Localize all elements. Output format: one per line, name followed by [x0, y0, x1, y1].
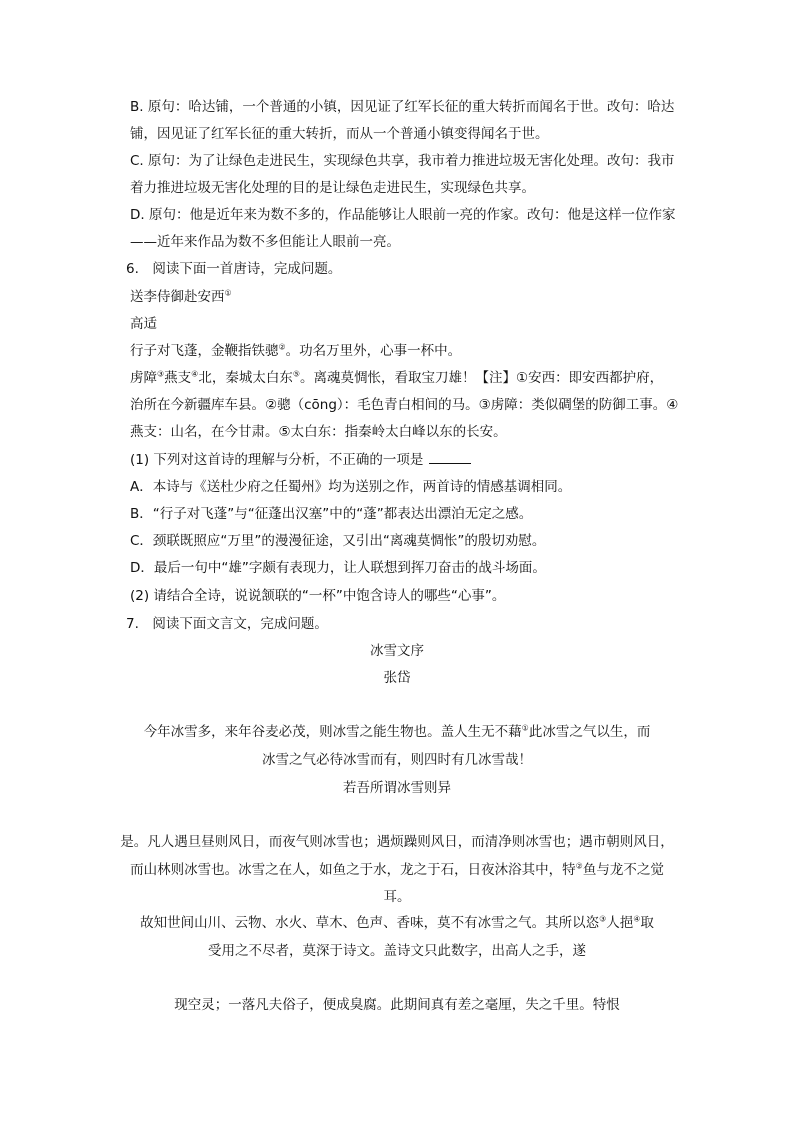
q6-option-c: C．颈联既照应“万里”的漫漫征途，又引出“离魂莫惆怅”的殷切劝慰。 — [130, 533, 546, 549]
poem-text: 燕支 — [164, 370, 192, 386]
passage-p3-line1 — [0, 913, 794, 933]
poem-title-text: 送李侍御赴安西 — [130, 289, 225, 305]
footnote-mark: ④ — [191, 369, 199, 379]
passage-text: 此冰雪之气以生，而 — [528, 724, 651, 740]
q5-option-b-line2: 铺，因见证了红军长征的重大转折，而从一个普通小镇变得闻名于世。 — [130, 126, 549, 142]
q6-sub1 — [130, 450, 690, 470]
poem-text: 行子对飞蓬，金鞭指铁骢 — [130, 343, 279, 359]
q6-option-b: B．“行子对飞蓬”与“征蓬出汉塞”中的“蓬”都表达出漂泊无定之感。 — [130, 506, 533, 522]
poem-text: 。功名万里外，心事一杯中。 — [285, 343, 462, 359]
passage-text: 今年冰雪多，来年谷麦必茂，则冰雪之能生物也。盖人生无不藉 — [143, 724, 522, 740]
q7-heading: 7. 阅读下面文言文，完成问题。 — [126, 616, 328, 632]
passage-text: 而山林则冰雪也。冰雪之在人，如鱼之于水，龙之于石，日夜沐浴其中，特 — [130, 862, 576, 878]
footnote-mark: ② — [575, 861, 583, 871]
footnote-mark: ② — [278, 342, 286, 352]
poem-line-1 — [130, 341, 690, 361]
poem-text: 虏障 — [130, 370, 157, 386]
q5-option-d-line1: D. 原句：他是近年来为数不多的，作品能够让人眼前一亮的作家。改句：他是这样一位作家 — [130, 207, 676, 223]
passage-p1-line3: 若吾所谓冰雪则异 — [343, 780, 451, 796]
passage-text: 取 — [640, 915, 654, 931]
footnote-mark: ③ — [599, 914, 607, 924]
footnote-mark: ① — [224, 288, 232, 298]
poem-text: 。离魂莫惆怅，看取宝刀雄！【注】①安西：即安西都护府， — [300, 370, 664, 386]
answer-blank — [429, 451, 471, 464]
passage-p4-line1: 现空灵；一落凡夫俗子，便成臭腐。此期间真有差之毫厘，失之千里。特恨 — [174, 997, 620, 1013]
poem-line-2 — [130, 368, 690, 388]
footnote-mark: ① — [521, 723, 529, 733]
footnote-mark: ④ — [633, 914, 641, 924]
q5-option-b-line1: B. 原句：哈达铺，一个普通的小镇，因见证了红军长征的重大转折而闻名于世。改句：哈达 — [130, 99, 675, 115]
passage-p1-line1 — [0, 722, 794, 742]
poem-title — [130, 287, 690, 307]
passage-p2-line2 — [0, 860, 794, 880]
q6-option-a: A．本诗与《送杜少府之任蜀州》均为送别之作，两首诗的情感基调相同。 — [130, 479, 572, 495]
q5-option-c-line2: 着力推进垃圾无害化处理的目的是让绿色走进民生，实现绿色共享。 — [130, 180, 535, 196]
poem-author: 高适 — [130, 316, 157, 332]
poem-note-line-3: 燕支：山名，在今甘肃。⑤太白东：指秦岭太白峰以东的长安。 — [130, 424, 507, 440]
poem-note-line-2: 治所在今新疆库车县。②骢（cōng）：毛色青白相间的马。③虏障：类似碉堡的防御工事。④ — [130, 397, 679, 413]
footnote-mark: ③ — [157, 369, 165, 379]
poem-text: 北，秦城太白东 — [198, 370, 293, 386]
passage-title: 冰雪文序 — [370, 643, 424, 659]
passage-text: 鱼与龙不之觉 — [582, 862, 664, 878]
passage-text: 人挹 — [606, 915, 634, 931]
q5-option-d-line2: ——近年来作品为数不多但能让人眼前一亮。 — [130, 234, 400, 250]
passage-p2-line3: 耳。 — [383, 889, 411, 905]
footnote-mark: ⑤ — [292, 369, 301, 379]
passage-text: 故知世间山川、云物、水火、草木、色声、香味，莫不有冰雪之气。其所以恣 — [140, 915, 600, 931]
passage-p2-line1: 是。凡人遇旦昼则风日，而夜气则冰雪也；遇烦躁则风日，而清净则冰雪也；遇市朝则风日， — [120, 834, 674, 850]
passage-p3-line2: 受用之不尽者，莫深于诗文。盖诗文只此数字，出高人之手，遂 — [208, 943, 586, 959]
q6-heading: 6. 阅读下面一首唐诗，完成问题。 — [126, 261, 342, 277]
q6-option-d: D．最后一句中“雄”字颇有表现力，让人联想到挥刀奋击的战斗场面。 — [130, 560, 546, 576]
q6-sub2: (2) 请结合全诗，说说颔联的“一杯”中饱含诗人的哪些“心事”。 — [130, 588, 506, 604]
q5-option-c-line1: C. 原句：为了让绿色走进民生，实现绿色共享，我市着力推进垃圾无害化处理。改句：我市 — [130, 153, 675, 169]
passage-author: 张岱 — [383, 670, 411, 686]
q6-sub1-text: (1) 下列对这首诗的理解与分析，不正确的一项是 — [130, 452, 424, 468]
passage-p1-line2: 冰雪之气必待冰雪而有，则四时有几冰雪哉！ — [262, 752, 532, 768]
